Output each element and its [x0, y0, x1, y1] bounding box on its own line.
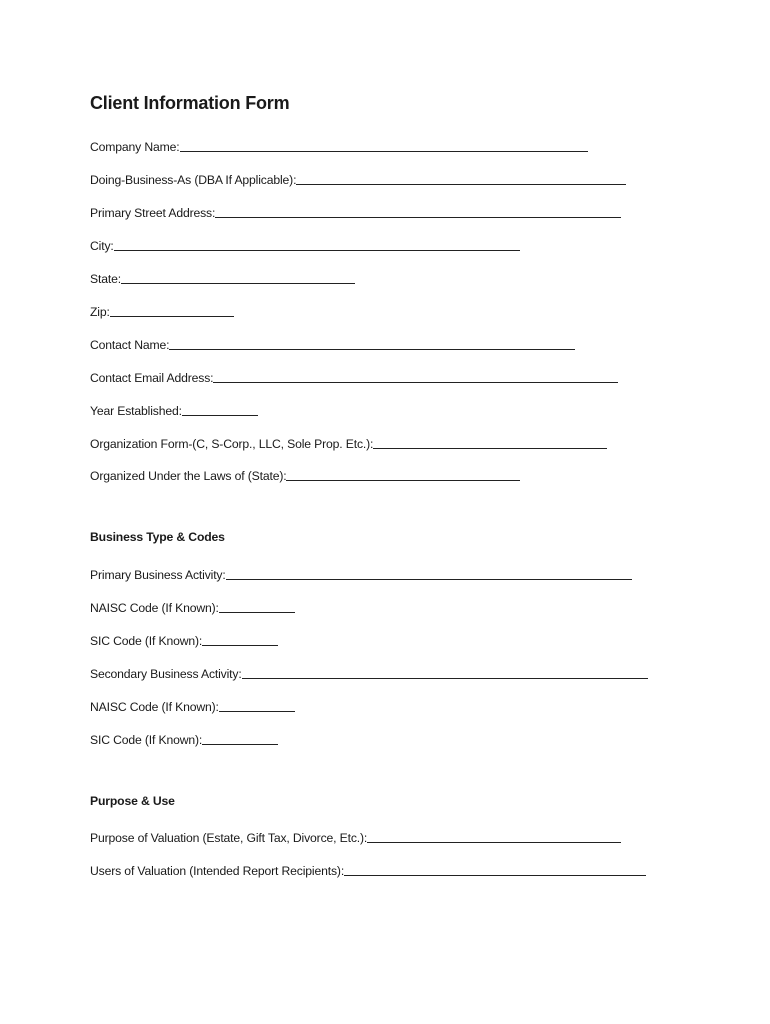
business-type-heading: Business Type & Codes	[90, 530, 225, 544]
field-label: Contact Email Address:	[90, 371, 214, 385]
blank-line[interactable]	[219, 710, 295, 712]
field-label: Purpose of Valuation (Estate, Gift Tax, Divorce, Etc.):	[90, 831, 368, 845]
field-label: Year Established:	[90, 404, 182, 418]
field-label: Company Name:	[90, 140, 180, 154]
blank-line[interactable]	[121, 282, 355, 284]
field-label: State:	[90, 272, 121, 286]
blank-line[interactable]	[202, 644, 278, 646]
dba-field[interactable]	[90, 169, 626, 187]
blank-line[interactable]	[226, 578, 632, 580]
blank-line[interactable]	[296, 183, 626, 185]
organized-under-laws-field[interactable]	[90, 465, 520, 483]
sic-code-field-2[interactable]	[90, 729, 278, 747]
blank-line[interactable]	[114, 249, 520, 251]
blank-line[interactable]	[202, 743, 278, 745]
blank-line[interactable]	[110, 315, 234, 317]
state-field[interactable]	[90, 268, 355, 286]
blank-line[interactable]	[213, 381, 618, 383]
field-label: Doing-Business-As (DBA If Applicable):	[90, 173, 297, 187]
field-label: Contact Name:	[90, 338, 170, 352]
field-label: Primary Business Activity:	[90, 568, 226, 582]
field-label: Users of Valuation (Intended Report Recipients):	[90, 864, 345, 878]
city-field[interactable]	[90, 235, 520, 253]
field-label: Organization Form-(C, S-Corp., LLC, Sole Prop. Etc.):	[90, 437, 374, 451]
blank-line[interactable]	[242, 677, 648, 679]
blank-line[interactable]	[169, 348, 575, 350]
blank-line[interactable]	[180, 150, 588, 152]
field-label: NAISC Code (If Known):	[90, 700, 219, 714]
secondary-business-activity-field[interactable]	[90, 663, 648, 681]
field-label: Primary Street Address:	[90, 206, 216, 220]
naisc-code-field-1[interactable]	[90, 597, 295, 615]
purpose-of-valuation-field[interactable]	[90, 827, 621, 845]
blank-line[interactable]	[182, 414, 258, 416]
blank-line[interactable]	[344, 874, 646, 876]
blank-line[interactable]	[367, 841, 621, 843]
users-of-valuation-field[interactable]	[90, 860, 646, 878]
primary-business-activity-field[interactable]	[90, 564, 632, 582]
field-label: SIC Code (If Known):	[90, 634, 203, 648]
zip-field[interactable]	[90, 301, 234, 319]
street-address-field[interactable]	[90, 202, 621, 220]
field-label: City:	[90, 239, 114, 253]
form-title: Client Information Form	[90, 93, 290, 113]
company-name-field[interactable]	[90, 136, 588, 154]
contact-name-field[interactable]	[90, 334, 575, 352]
contact-email-field[interactable]	[90, 367, 618, 385]
naisc-code-field-2[interactable]	[90, 696, 295, 714]
blank-line[interactable]	[373, 447, 607, 449]
field-label: Organized Under the Laws of (State):	[90, 469, 287, 483]
blank-line[interactable]	[215, 216, 621, 218]
year-established-field[interactable]	[90, 400, 258, 418]
organization-form-field[interactable]	[90, 433, 607, 451]
field-label: NAISC Code (If Known):	[90, 601, 219, 615]
field-label: SIC Code (If Known):	[90, 733, 203, 747]
blank-line[interactable]	[219, 611, 295, 613]
field-label: Zip:	[90, 305, 110, 319]
field-label: Secondary Business Activity:	[90, 667, 242, 681]
blank-line[interactable]	[286, 479, 520, 481]
purpose-use-heading: Purpose & Use	[90, 794, 175, 808]
sic-code-field-1[interactable]	[90, 630, 278, 648]
